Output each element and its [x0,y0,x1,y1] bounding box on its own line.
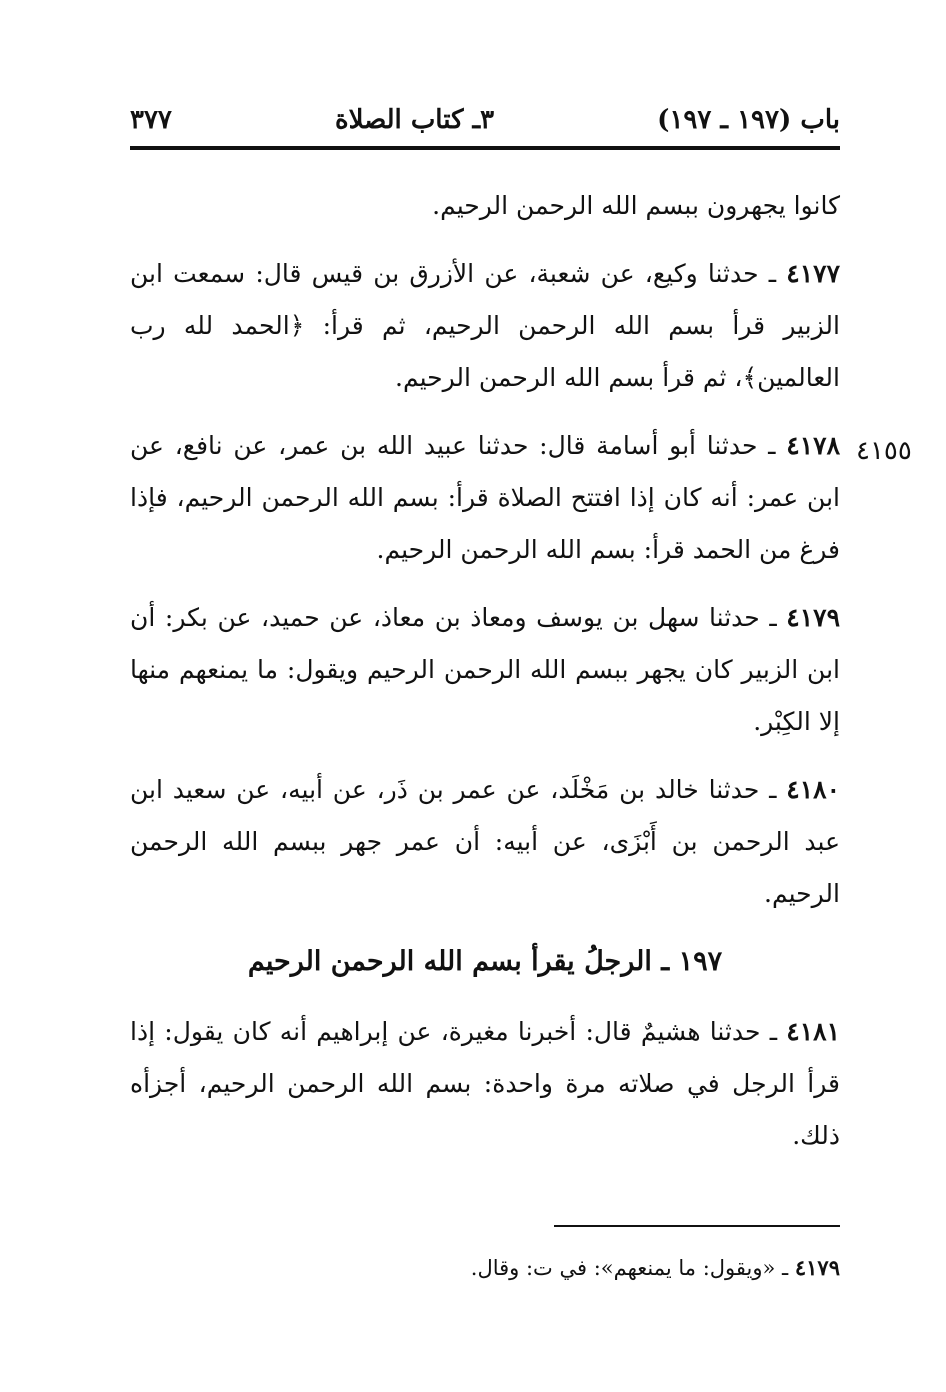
paragraph-continuation [130,180,840,232]
running-header [130,96,840,144]
header-chapter: باب (١٩٧ ـ ١٩٧) [657,105,840,135]
hadith-4177 [130,248,840,404]
hadith-number: ٤١٧٧ [786,259,840,288]
paragraph-text: ـ حدثنا سهل بن يوسف ومعاذ بن معاذ، عن حميد، عن بكر: أن ابن الزبير كان يجهر ببسم الله الرحمن الرحيم ويقول: ما يمنعهم منها إلا الكِبْر. [130,603,840,736]
paragraph-text: ـ حدثنا خالد بن مَخْلَد، عن عمر بن ذَر، عن أبيه، عن سعيد ابن عبد الرحمن بن أَبْزَى، عن أبيه: أن عمر جهر ببسم الله الرحمن الرحيم. [130,775,840,908]
footnote-text: ـ «ويقول: ما يمنعهم»: في ت: وقال. [470,1256,795,1280]
paragraph-text: ـ حدثنا هشيمٌ قال: أخبرنا مغيرة، عن إبراهيم أنه كان يقول: إذا قرأ الرجل في صلاته مرة واحدة: بسم الله الرحمن الرحيم، أجزأه ذلك. [130,1017,840,1150]
paragraph-text: ـ حدثنا أبو أسامة قال: حدثنا عبيد الله بن عمر، عن نافع، عن ابن عمر: أنه كان إذا افتتح الصلاة قرأ: بسم الله الرحمن الرحيم، فإذا فرغ من الحمد قرأ: بسم الله الرحمن الرحيم. [130,431,840,564]
header-page-number: ٣٧٧ [130,105,172,135]
footnote-rule [554,1225,840,1227]
section-title: ١٩٧ ـ الرجلُ يقرأ بسم الله الرحمن الرحيم [247,946,723,977]
hadith-4181 [130,1006,840,1162]
hadith-number: ٤١٧٨ [786,431,840,460]
hadith-number: ٤١٧٩ [786,603,840,632]
hadith-4178 [130,420,840,576]
hadith-4179 [130,592,840,748]
paragraph-text: ـ حدثنا وكيع، عن شعبة، عن الأزرق بن قيس قال: سمعت ابن الزبير قرأ بسم الله الرحمن الرحيم، ثم قرأ: ﴿الحمد لله رب العالمين﴾، ثم قرأ بسم الله الرحمن الرحيم. [130,259,840,392]
footnote-number: ٤١٧٩ [794,1255,840,1280]
paragraph-text: كانوا يجهرون ببسم الله الرحمن الرحيم. [432,191,840,220]
header-book-title: ٣ـ كتاب الصلاة [334,105,495,135]
footnote [471,1248,840,1288]
hadith-number: ٤١٨١ [786,1017,840,1046]
document-page [130,0,840,1392]
body-text [130,180,840,1178]
hadith-number: ٤١٨٠ [786,775,840,804]
margin-note: ٤١٥٥ [856,436,912,466]
header-rule [130,146,840,150]
hadith-4180 [130,764,840,920]
